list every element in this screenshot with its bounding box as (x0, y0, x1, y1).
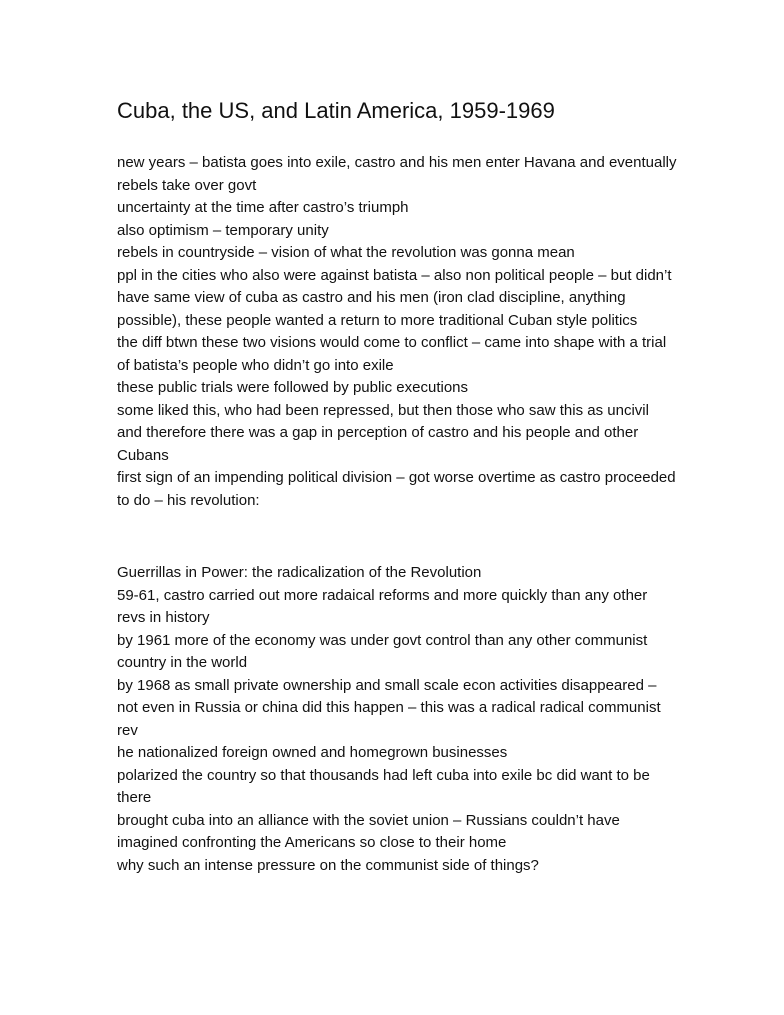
note-line: some liked this, who had been repressed, but then those who saw this as uncivil and therefore there was a gap in perception of castro and his people and other Cubans (117, 401, 649, 464)
note-line: these public trials were followed by public executions (117, 379, 469, 396)
note-line: 59-61, castro carried out more radaical reforms and more quickly than any other revs in history (117, 586, 648, 626)
note-line: polarized the country so that thousands had left cuba into exile bc did want to be there (117, 766, 650, 806)
note-line: by 1961 more of the economy was under govt control than any other communist country in the world (117, 631, 648, 671)
note-line: brought cuba into an alliance with the soviet union – Russians couldn’t have imagined confronting the Americans so close to their home (117, 811, 620, 851)
note-line: new years – batista goes into exile, castro and his men enter Havana and eventually rebels take over govt (117, 154, 677, 194)
note-line: first sign of an impending political division – got worse overtime as castro proceeded to do – his revolution: (117, 469, 676, 509)
note-line: also optimism – temporary unity (117, 221, 329, 239)
note-line: why such an intense pressure on the communist side of things? (117, 856, 539, 874)
section-heading: Guerrillas in Power: the radicalization of the Revolution (117, 564, 482, 581)
note-line: he nationalized foreign owned and homegrown businesses (117, 744, 508, 761)
note-line: uncertainty at the time after castro’s triumph (117, 199, 409, 216)
notes-section-intro (117, 152, 677, 512)
note-line: the diff btwn these two visions would come to conflict – came into shape with a trial of batista’s people who didn’t go into exile (117, 334, 667, 374)
note-line: ppl in the cities who also were against batista – also non political people – but didn’t have same view of cuba as castro and his men (iron clad discipline, anything possible), these people wanted a return to more traditional Cuban style politics (117, 266, 672, 329)
notes-section-radicalization (117, 562, 677, 877)
note-line: rebels in countryside – vision of what the revolution was gonna mean (117, 244, 575, 261)
note-line: by 1968 as small private ownership and small scale econ activities disappeared – not even in Russia or china did this happen – this was a radical radical communist rev (117, 676, 661, 739)
document-title: Cuba, the US, and Latin America, 1959-1969 (117, 98, 555, 123)
